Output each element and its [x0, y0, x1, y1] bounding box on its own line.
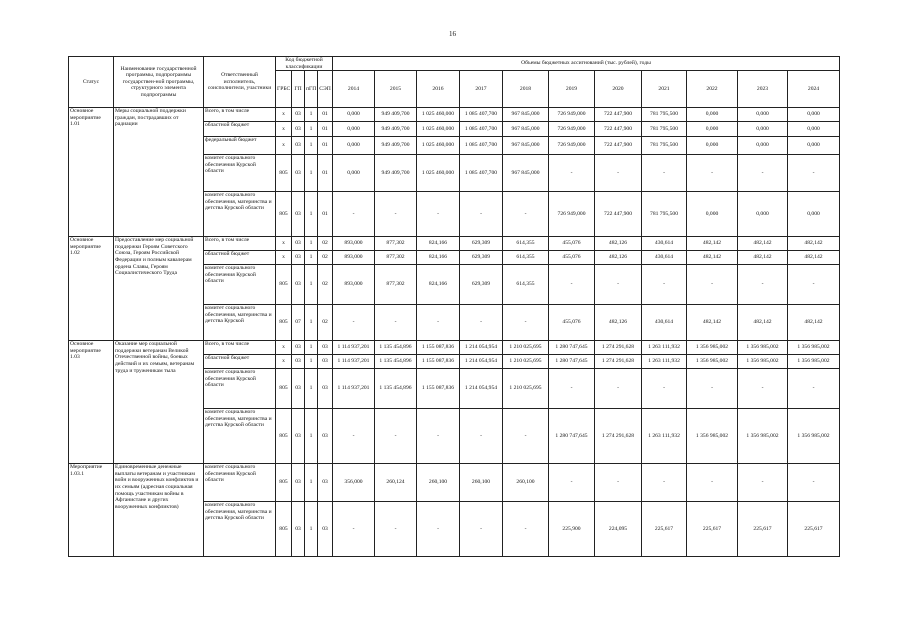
- code-cell: 805: [276, 192, 292, 237]
- code-cell: 805: [276, 464, 292, 502]
- amount-cell: 260,100: [503, 464, 549, 502]
- amount-cell: -: [595, 369, 642, 409]
- amount-cell: 482,126: [595, 305, 642, 341]
- amount-cell: 0,000: [738, 192, 788, 237]
- code-cell: 1: [305, 137, 318, 155]
- code-cell: 03: [292, 502, 305, 557]
- status-cell: Мероприятие 1.03.1: [69, 464, 114, 557]
- amount-cell: 614,355: [503, 237, 549, 251]
- amount-cell: 1 274 291,628: [595, 341, 642, 355]
- responsible-cell: комитет социального обеспечения Курской области: [204, 265, 276, 305]
- amount-cell: -: [642, 155, 687, 192]
- amount-cell: -: [417, 305, 460, 341]
- amount-cell: -: [333, 192, 375, 237]
- amount-cell: 1 263 111,932: [642, 409, 687, 464]
- code-cell: 1: [305, 305, 318, 341]
- table-row: [69, 464, 840, 502]
- code-cell: 03: [318, 369, 333, 409]
- amount-cell: 0,000: [687, 192, 738, 237]
- code-cell: 03: [292, 155, 305, 192]
- amount-cell: 1 025 460,000: [417, 122, 460, 137]
- name-cell: Предоставление мер социальной поддержки Героям Советского Союза, Героям Российской Федерации и полным кавалерам ордена Славы, Героям Социалистического Труда: [114, 237, 204, 341]
- amount-cell: 225,900: [549, 502, 595, 557]
- amount-cell: -: [687, 369, 738, 409]
- name-cell: Единовременные денежные выплаты ветеранам и участникам войн и вооруженных конфликтов и их семьям (адресная социальная помощь участникам войны в Афганистане и других вооруженных конфликтов): [114, 464, 204, 557]
- code-cell: 03: [292, 251, 305, 265]
- amount-cell: 1 274 291,628: [595, 355, 642, 369]
- amount-cell: 1 263 111,932: [642, 355, 687, 369]
- header-code-gp: ГП: [292, 71, 305, 108]
- code-cell: 805: [276, 265, 292, 305]
- header-year: 2021: [642, 71, 687, 108]
- amount-cell: 225,617: [642, 502, 687, 557]
- code-cell: 805: [276, 155, 292, 192]
- amount-cell: 1 356 985,002: [788, 341, 840, 355]
- amount-cell: 1 025 460,000: [417, 155, 460, 192]
- code-cell: 805: [276, 502, 292, 557]
- responsible-cell: комитет социального обеспечения, материнства и детства Курской области: [204, 192, 276, 237]
- amount-cell: -: [738, 464, 788, 502]
- code-cell: 03: [292, 265, 305, 305]
- header-amounts: Объемы бюджетных ассигнований (тыс. рублей), годы: [333, 57, 840, 71]
- amount-cell: -: [375, 192, 417, 237]
- amount-cell: 482,142: [738, 251, 788, 265]
- amount-cell: 614,355: [503, 265, 549, 305]
- amount-cell: 949 409,700: [375, 108, 417, 122]
- amount-cell: 260,100: [460, 464, 503, 502]
- amount-cell: 482,142: [738, 305, 788, 341]
- code-cell: 02: [318, 305, 333, 341]
- amount-cell: -: [333, 409, 375, 464]
- responsible-cell: комитет социального обеспечения Курской области: [204, 464, 276, 502]
- code-cell: 1: [305, 237, 318, 251]
- amount-cell: 430,614: [642, 251, 687, 265]
- amount-cell: 430,614: [642, 305, 687, 341]
- amount-cell: 726 949,000: [549, 108, 595, 122]
- amount-cell: -: [549, 464, 595, 502]
- header-year: 2015: [375, 71, 417, 108]
- table-row: [69, 237, 840, 251]
- header-name: Наименование государственной программы, подпрограммы государствен-ной программы, структурного элемента подпрограммы: [114, 57, 204, 108]
- amount-cell: 1 025 460,000: [417, 108, 460, 122]
- code-cell: 03: [318, 409, 333, 464]
- code-cell: 805: [276, 305, 292, 341]
- amount-cell: 0,000: [333, 122, 375, 137]
- amount-cell: 1 114 937,201: [333, 341, 375, 355]
- amount-cell: 1 085 407,700: [460, 108, 503, 122]
- amount-cell: 824,166: [417, 265, 460, 305]
- responsible-cell: областной бюджет: [204, 251, 276, 265]
- amount-cell: 0,000: [788, 108, 840, 122]
- code-cell: 01: [318, 192, 333, 237]
- amount-cell: 722 447,900: [595, 137, 642, 155]
- header-code-pgp: пГП: [305, 71, 318, 108]
- responsible-cell: комитет социального обеспечения Курской области: [204, 369, 276, 409]
- amount-cell: 0,000: [687, 108, 738, 122]
- code-cell: x: [276, 108, 292, 122]
- amount-cell: 0,000: [738, 137, 788, 155]
- amount-cell: 1 356 985,002: [788, 409, 840, 464]
- amount-cell: -: [595, 265, 642, 305]
- amount-cell: 455,076: [549, 305, 595, 341]
- amount-cell: 949 409,700: [375, 122, 417, 137]
- amount-cell: -: [460, 409, 503, 464]
- status-cell: Основное мероприятие 1.01: [69, 108, 114, 237]
- amount-cell: 482,142: [788, 237, 840, 251]
- amount-cell: 1 135 454,896: [375, 355, 417, 369]
- responsible-cell: комитет социального обеспечения, материнства и детства Курской области: [204, 409, 276, 464]
- status-cell: Основное мероприятие 1.03: [69, 341, 114, 464]
- amount-cell: 260,124: [375, 464, 417, 502]
- amount-cell: -: [333, 502, 375, 557]
- code-cell: 02: [318, 237, 333, 251]
- amount-cell: 726 949,000: [549, 122, 595, 137]
- amount-cell: 225,617: [687, 502, 738, 557]
- amount-cell: -: [460, 305, 503, 341]
- amount-cell: 1 025 460,000: [417, 137, 460, 155]
- code-cell: 1: [305, 464, 318, 502]
- amount-cell: -: [595, 464, 642, 502]
- code-cell: 1: [305, 192, 318, 237]
- name-cell: Оказание мер социальной поддержки ветеранам Великой Отечественной войны, боевых действий и их семьям, ветеранам труда и труженикам тыла: [114, 341, 204, 464]
- code-cell: 03: [318, 355, 333, 369]
- amount-cell: 949 409,700: [375, 137, 417, 155]
- page-number: 16: [449, 30, 456, 38]
- amount-cell: 1 085 407,700: [460, 155, 503, 192]
- amount-cell: 1 356 985,002: [687, 409, 738, 464]
- amount-cell: -: [642, 265, 687, 305]
- amount-cell: 877,302: [375, 265, 417, 305]
- amount-cell: -: [642, 464, 687, 502]
- responsible-cell: Всего, в том числе: [204, 108, 276, 122]
- amount-cell: 1 114 937,201: [333, 369, 375, 409]
- amount-cell: -: [549, 265, 595, 305]
- amount-cell: 824,166: [417, 237, 460, 251]
- responsible-cell: комитет социального обеспечения, материнства и детства Курской: [204, 305, 276, 341]
- amount-cell: 781 795,500: [642, 137, 687, 155]
- amount-cell: 949 409,700: [375, 155, 417, 192]
- amount-cell: 877,302: [375, 237, 417, 251]
- amount-cell: 726 949,000: [549, 192, 595, 237]
- code-cell: 1: [305, 409, 318, 464]
- amount-cell: 967 845,000: [503, 108, 549, 122]
- amount-cell: -: [687, 155, 738, 192]
- amount-cell: 260,100: [417, 464, 460, 502]
- code-cell: 03: [292, 464, 305, 502]
- amount-cell: 1 114 937,201: [333, 355, 375, 369]
- header-year: 2018: [503, 71, 549, 108]
- amount-cell: 225,617: [788, 502, 840, 557]
- amount-cell: 1 135 454,896: [375, 369, 417, 409]
- amount-cell: 722 447,900: [595, 108, 642, 122]
- amount-cell: 0,000: [788, 192, 840, 237]
- amount-cell: 1 263 111,932: [642, 341, 687, 355]
- amount-cell: 482,126: [595, 237, 642, 251]
- header-responsible: Ответственный исполнитель, соисполнители, участники: [204, 57, 276, 108]
- header-year: 2020: [595, 71, 642, 108]
- table-row: [69, 108, 840, 122]
- amount-cell: 781 795,500: [642, 122, 687, 137]
- amount-cell: 1 356 985,002: [738, 341, 788, 355]
- code-cell: 03: [292, 341, 305, 355]
- amount-cell: 1 214 054,954: [460, 341, 503, 355]
- amount-cell: 455,076: [549, 237, 595, 251]
- amount-cell: -: [549, 369, 595, 409]
- amount-cell: 1 135 454,896: [375, 341, 417, 355]
- amount-cell: -: [788, 369, 840, 409]
- amount-cell: 482,142: [788, 251, 840, 265]
- amount-cell: -: [460, 502, 503, 557]
- amount-cell: 1 280 747,645: [549, 409, 595, 464]
- amount-cell: 781 795,500: [642, 108, 687, 122]
- responsible-cell: Всего, в том числе: [204, 237, 276, 251]
- header-status: Статус: [69, 57, 114, 108]
- code-cell: 01: [318, 122, 333, 137]
- name-cell: Меры социальной поддержки граждан, пострадавших от радиации: [114, 108, 204, 237]
- amount-cell: -: [687, 464, 738, 502]
- amount-cell: 1 214 054,954: [460, 369, 503, 409]
- amount-cell: 726 949,000: [549, 137, 595, 155]
- code-cell: 1: [305, 265, 318, 305]
- amount-cell: 967 845,000: [503, 137, 549, 155]
- amount-cell: 1 155 087,836: [417, 369, 460, 409]
- amount-cell: -: [738, 369, 788, 409]
- amount-cell: 824,166: [417, 251, 460, 265]
- header-year: 2019: [549, 71, 595, 108]
- code-cell: x: [276, 122, 292, 137]
- code-cell: 03: [292, 237, 305, 251]
- amount-cell: 0,000: [687, 122, 738, 137]
- amount-cell: 1 210 025,695: [503, 355, 549, 369]
- code-cell: 1: [305, 341, 318, 355]
- amount-cell: 629,309: [460, 265, 503, 305]
- amount-cell: 629,309: [460, 251, 503, 265]
- code-cell: 1: [305, 155, 318, 192]
- code-cell: 1: [305, 251, 318, 265]
- amount-cell: -: [595, 155, 642, 192]
- amount-cell: 0,000: [333, 137, 375, 155]
- responsible-cell: областной бюджет: [204, 122, 276, 137]
- responsible-cell: федеральный бюджет: [204, 137, 276, 155]
- code-cell: x: [276, 237, 292, 251]
- amount-cell: -: [642, 369, 687, 409]
- code-cell: 03: [292, 192, 305, 237]
- budget-table: [68, 56, 840, 557]
- amount-cell: 0,000: [738, 122, 788, 137]
- amount-cell: 482,142: [687, 305, 738, 341]
- code-cell: x: [276, 341, 292, 355]
- amount-cell: 1 356 985,002: [788, 355, 840, 369]
- amount-cell: -: [417, 409, 460, 464]
- amount-cell: -: [375, 502, 417, 557]
- code-cell: 01: [318, 155, 333, 192]
- code-cell: 1: [305, 122, 318, 137]
- amount-cell: 0,000: [788, 137, 840, 155]
- code-cell: 03: [292, 137, 305, 155]
- amount-cell: 893,000: [333, 265, 375, 305]
- amount-cell: 224,095: [595, 502, 642, 557]
- amount-cell: 629,309: [460, 237, 503, 251]
- amount-cell: 1 085 407,700: [460, 137, 503, 155]
- amount-cell: -: [503, 192, 549, 237]
- amount-cell: -: [333, 305, 375, 341]
- amount-cell: 722 447,900: [595, 192, 642, 237]
- code-cell: 07: [292, 305, 305, 341]
- amount-cell: -: [503, 502, 549, 557]
- code-cell: 805: [276, 369, 292, 409]
- code-cell: 1: [305, 355, 318, 369]
- amount-cell: -: [788, 265, 840, 305]
- amount-cell: 482,142: [687, 251, 738, 265]
- responsible-cell: Всего, в том числе: [204, 341, 276, 355]
- amount-cell: -: [503, 409, 549, 464]
- amount-cell: -: [738, 265, 788, 305]
- amount-cell: 0,000: [788, 122, 840, 137]
- amount-cell: 1 356 985,002: [738, 409, 788, 464]
- amount-cell: -: [687, 265, 738, 305]
- code-cell: 03: [292, 409, 305, 464]
- header-year: 2017: [460, 71, 503, 108]
- amount-cell: 1 280 747,645: [549, 341, 595, 355]
- header-year: 2023: [738, 71, 788, 108]
- code-cell: x: [276, 137, 292, 155]
- amount-cell: 1 085 407,700: [460, 122, 503, 137]
- amount-cell: 1 214 054,954: [460, 355, 503, 369]
- status-cell: Основное мероприятие 1.02: [69, 237, 114, 341]
- responsible-cell: комитет социального обеспечения Курской области: [204, 155, 276, 192]
- amount-cell: 1 356 985,002: [687, 355, 738, 369]
- header-year: 2022: [687, 71, 738, 108]
- amount-cell: 1 280 747,645: [549, 355, 595, 369]
- code-cell: 03: [292, 122, 305, 137]
- amount-cell: -: [738, 155, 788, 192]
- amount-cell: 967 845,000: [503, 155, 549, 192]
- header-year: 2024: [788, 71, 840, 108]
- amount-cell: 893,000: [333, 251, 375, 265]
- amount-cell: -: [788, 464, 840, 502]
- amount-cell: 430,614: [642, 237, 687, 251]
- amount-cell: 1 155 087,836: [417, 355, 460, 369]
- amount-cell: 1 356 985,002: [738, 355, 788, 369]
- code-cell: 01: [318, 137, 333, 155]
- code-cell: 03: [292, 108, 305, 122]
- code-cell: 02: [318, 265, 333, 305]
- header-year: 2014: [333, 71, 375, 108]
- code-cell: 805: [276, 409, 292, 464]
- code-cell: 03: [318, 502, 333, 557]
- amount-cell: 482,142: [687, 237, 738, 251]
- amount-cell: 1 356 985,002: [687, 341, 738, 355]
- amount-cell: -: [417, 192, 460, 237]
- amount-cell: -: [549, 155, 595, 192]
- code-cell: 02: [318, 251, 333, 265]
- amount-cell: 1 274 291,628: [595, 409, 642, 464]
- responsible-cell: областной бюджет: [204, 355, 276, 369]
- amount-cell: 0,000: [738, 108, 788, 122]
- header-code-sep: СЭП: [318, 71, 333, 108]
- amount-cell: 482,126: [595, 251, 642, 265]
- code-cell: x: [276, 355, 292, 369]
- amount-cell: -: [788, 155, 840, 192]
- header-code-grbs: ГРБС: [276, 71, 292, 108]
- amount-cell: 893,000: [333, 237, 375, 251]
- code-cell: 1: [305, 369, 318, 409]
- amount-cell: 967 845,000: [503, 122, 549, 137]
- amount-cell: 356,000: [333, 464, 375, 502]
- amount-cell: 0,000: [687, 137, 738, 155]
- amount-cell: 0,000: [333, 108, 375, 122]
- amount-cell: 877,302: [375, 251, 417, 265]
- header-year: 2016: [417, 71, 460, 108]
- responsible-cell: комитет социального обеспечения, материнства и детства Курской области: [204, 502, 276, 557]
- amount-cell: 455,076: [549, 251, 595, 265]
- amount-cell: 1 210 025,695: [503, 369, 549, 409]
- amount-cell: 781 795,500: [642, 192, 687, 237]
- amount-cell: 722 447,900: [595, 122, 642, 137]
- code-cell: 03: [318, 341, 333, 355]
- code-cell: 1: [305, 502, 318, 557]
- amount-cell: -: [460, 192, 503, 237]
- amount-cell: -: [417, 502, 460, 557]
- code-cell: 01: [318, 108, 333, 122]
- amount-cell: 1 210 025,695: [503, 341, 549, 355]
- code-cell: 03: [292, 369, 305, 409]
- code-cell: 03: [292, 355, 305, 369]
- code-cell: 03: [318, 464, 333, 502]
- amount-cell: -: [375, 305, 417, 341]
- amount-cell: 225,617: [738, 502, 788, 557]
- amount-cell: -: [503, 305, 549, 341]
- header-budget-code: Код бюджетной классификации: [276, 57, 333, 71]
- table-row: [69, 341, 840, 355]
- amount-cell: 0,000: [333, 155, 375, 192]
- amount-cell: 614,355: [503, 251, 549, 265]
- amount-cell: 1 155 087,836: [417, 341, 460, 355]
- amount-cell: 482,142: [788, 305, 840, 341]
- amount-cell: -: [375, 409, 417, 464]
- code-cell: x: [276, 251, 292, 265]
- code-cell: 1: [305, 108, 318, 122]
- amount-cell: 482,142: [738, 237, 788, 251]
